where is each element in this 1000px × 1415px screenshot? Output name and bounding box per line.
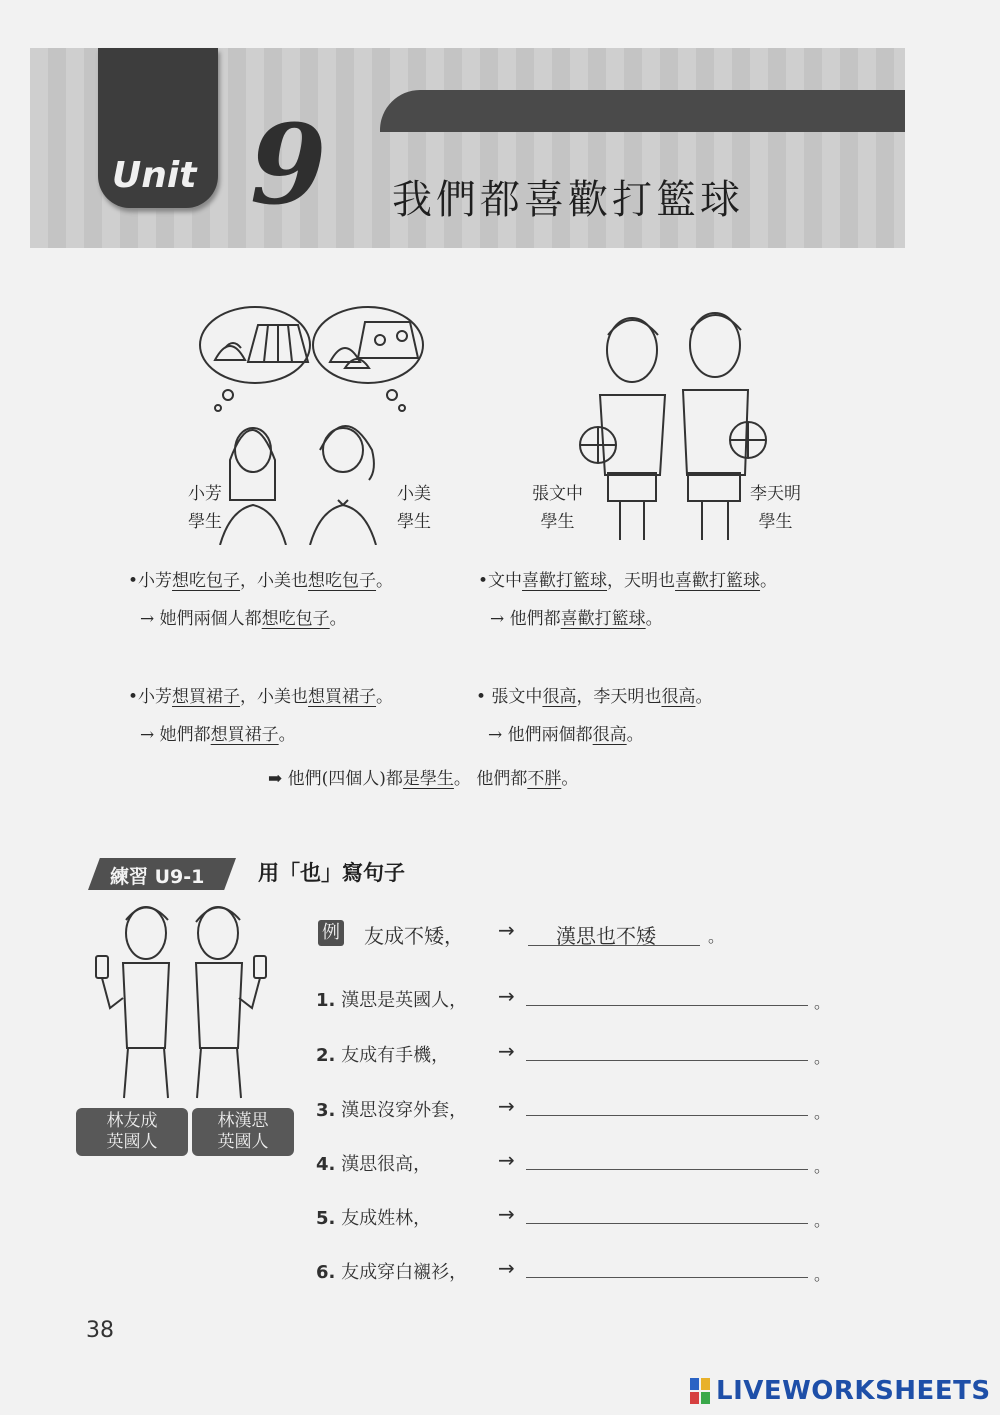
- answer-input-2[interactable]: [526, 1059, 808, 1061]
- xiaofang-label: 小芳 學生: [188, 484, 222, 532]
- person-tag-hansi: 林漢思 英國人: [192, 1108, 294, 1156]
- question-2-end: 。: [814, 1048, 831, 1067]
- liveworksheets-logo-icon: [690, 1378, 710, 1404]
- example-sentence-1a: •小芳想吃包子，小美也想吃包子。: [128, 571, 394, 591]
- exercise-title: 用「也」寫句子: [258, 861, 405, 885]
- example-sentence-1b: → 她們兩個人都想吃包子。: [140, 609, 347, 629]
- answer-input-5[interactable]: [526, 1222, 808, 1224]
- summary-sentence: ➡ 他們(四個人)都是學生。 他們都不胖。: [268, 769, 579, 789]
- example-sentence-4b: → 他們兩個都很高。: [488, 725, 644, 745]
- example-mark: 例: [318, 920, 344, 946]
- example-sentence-4a: • 張文中很高，李天明也很高。: [476, 687, 713, 707]
- question-1-end: 。: [814, 993, 831, 1012]
- litianming-label: 李天明 學生: [750, 484, 801, 532]
- example-sentence-2b: → 他們都喜歡打籃球。: [490, 609, 663, 629]
- zhangwenzhong-label: 張文中 學生: [532, 484, 583, 532]
- page-number: 38: [86, 1318, 114, 1343]
- men-illustration: [88, 898, 288, 1103]
- example-sentence-2a: •文中喜歡打籃球，天明也喜歡打籃球。: [478, 571, 778, 591]
- question-2: 2. 友成有手機，: [316, 1045, 450, 1066]
- thought-bubble-icon: [200, 307, 310, 383]
- question-5-arrow: →: [498, 1202, 515, 1226]
- boys-illustration: [570, 305, 780, 545]
- question-6-end: 。: [814, 1265, 831, 1284]
- example-sentence-3b: → 她們都想買裙子。: [140, 725, 296, 745]
- phone-icon: [96, 956, 108, 978]
- xiaomei-label: 小美 學生: [397, 484, 431, 532]
- question-6: 6. 友成穿白襯衫，: [316, 1262, 468, 1283]
- question-3-end: 。: [814, 1103, 831, 1122]
- example-answer-line: [528, 944, 700, 946]
- answer-input-4[interactable]: [526, 1168, 808, 1170]
- unit-number: 9: [250, 100, 327, 229]
- question-4-end: 。: [814, 1157, 831, 1176]
- question-5: 5. 友成姓林，: [316, 1208, 432, 1229]
- question-1-arrow: →: [498, 984, 515, 1008]
- page-title: 我們都喜歡打籃球: [392, 177, 744, 223]
- exercise-tag-label: 練習 U9-1: [110, 866, 205, 888]
- question-3-arrow: →: [498, 1094, 515, 1118]
- example-sentence-3a: •小芳想買裙子，小美也想買裙子。: [128, 687, 394, 707]
- question-4: 4. 漢思很高，: [316, 1154, 432, 1175]
- example-prompt: 友成不矮，: [364, 924, 464, 948]
- answer-input-1[interactable]: [526, 1004, 808, 1006]
- question-6-arrow: →: [498, 1256, 515, 1280]
- header-dark-stripe: [380, 90, 905, 132]
- question-1: 1. 漢思是英國人，: [316, 990, 468, 1011]
- liveworksheets-watermark: LIVEWORKSHEETS: [716, 1376, 991, 1406]
- question-3: 3. 漢思沒穿外套，: [316, 1100, 468, 1121]
- person-tag-youcheng: 林友成 英國人: [76, 1108, 188, 1156]
- answer-input-6[interactable]: [526, 1276, 808, 1278]
- question-2-arrow: →: [498, 1039, 515, 1063]
- answer-input-3[interactable]: [526, 1114, 808, 1116]
- example-end-mark: 。: [708, 927, 725, 946]
- unit-label: Unit: [112, 155, 197, 196]
- example-arrow: →: [498, 918, 515, 942]
- question-4-arrow: →: [498, 1148, 515, 1172]
- question-5-end: 。: [814, 1211, 831, 1230]
- example-answer: 漢思也不矮: [556, 924, 656, 948]
